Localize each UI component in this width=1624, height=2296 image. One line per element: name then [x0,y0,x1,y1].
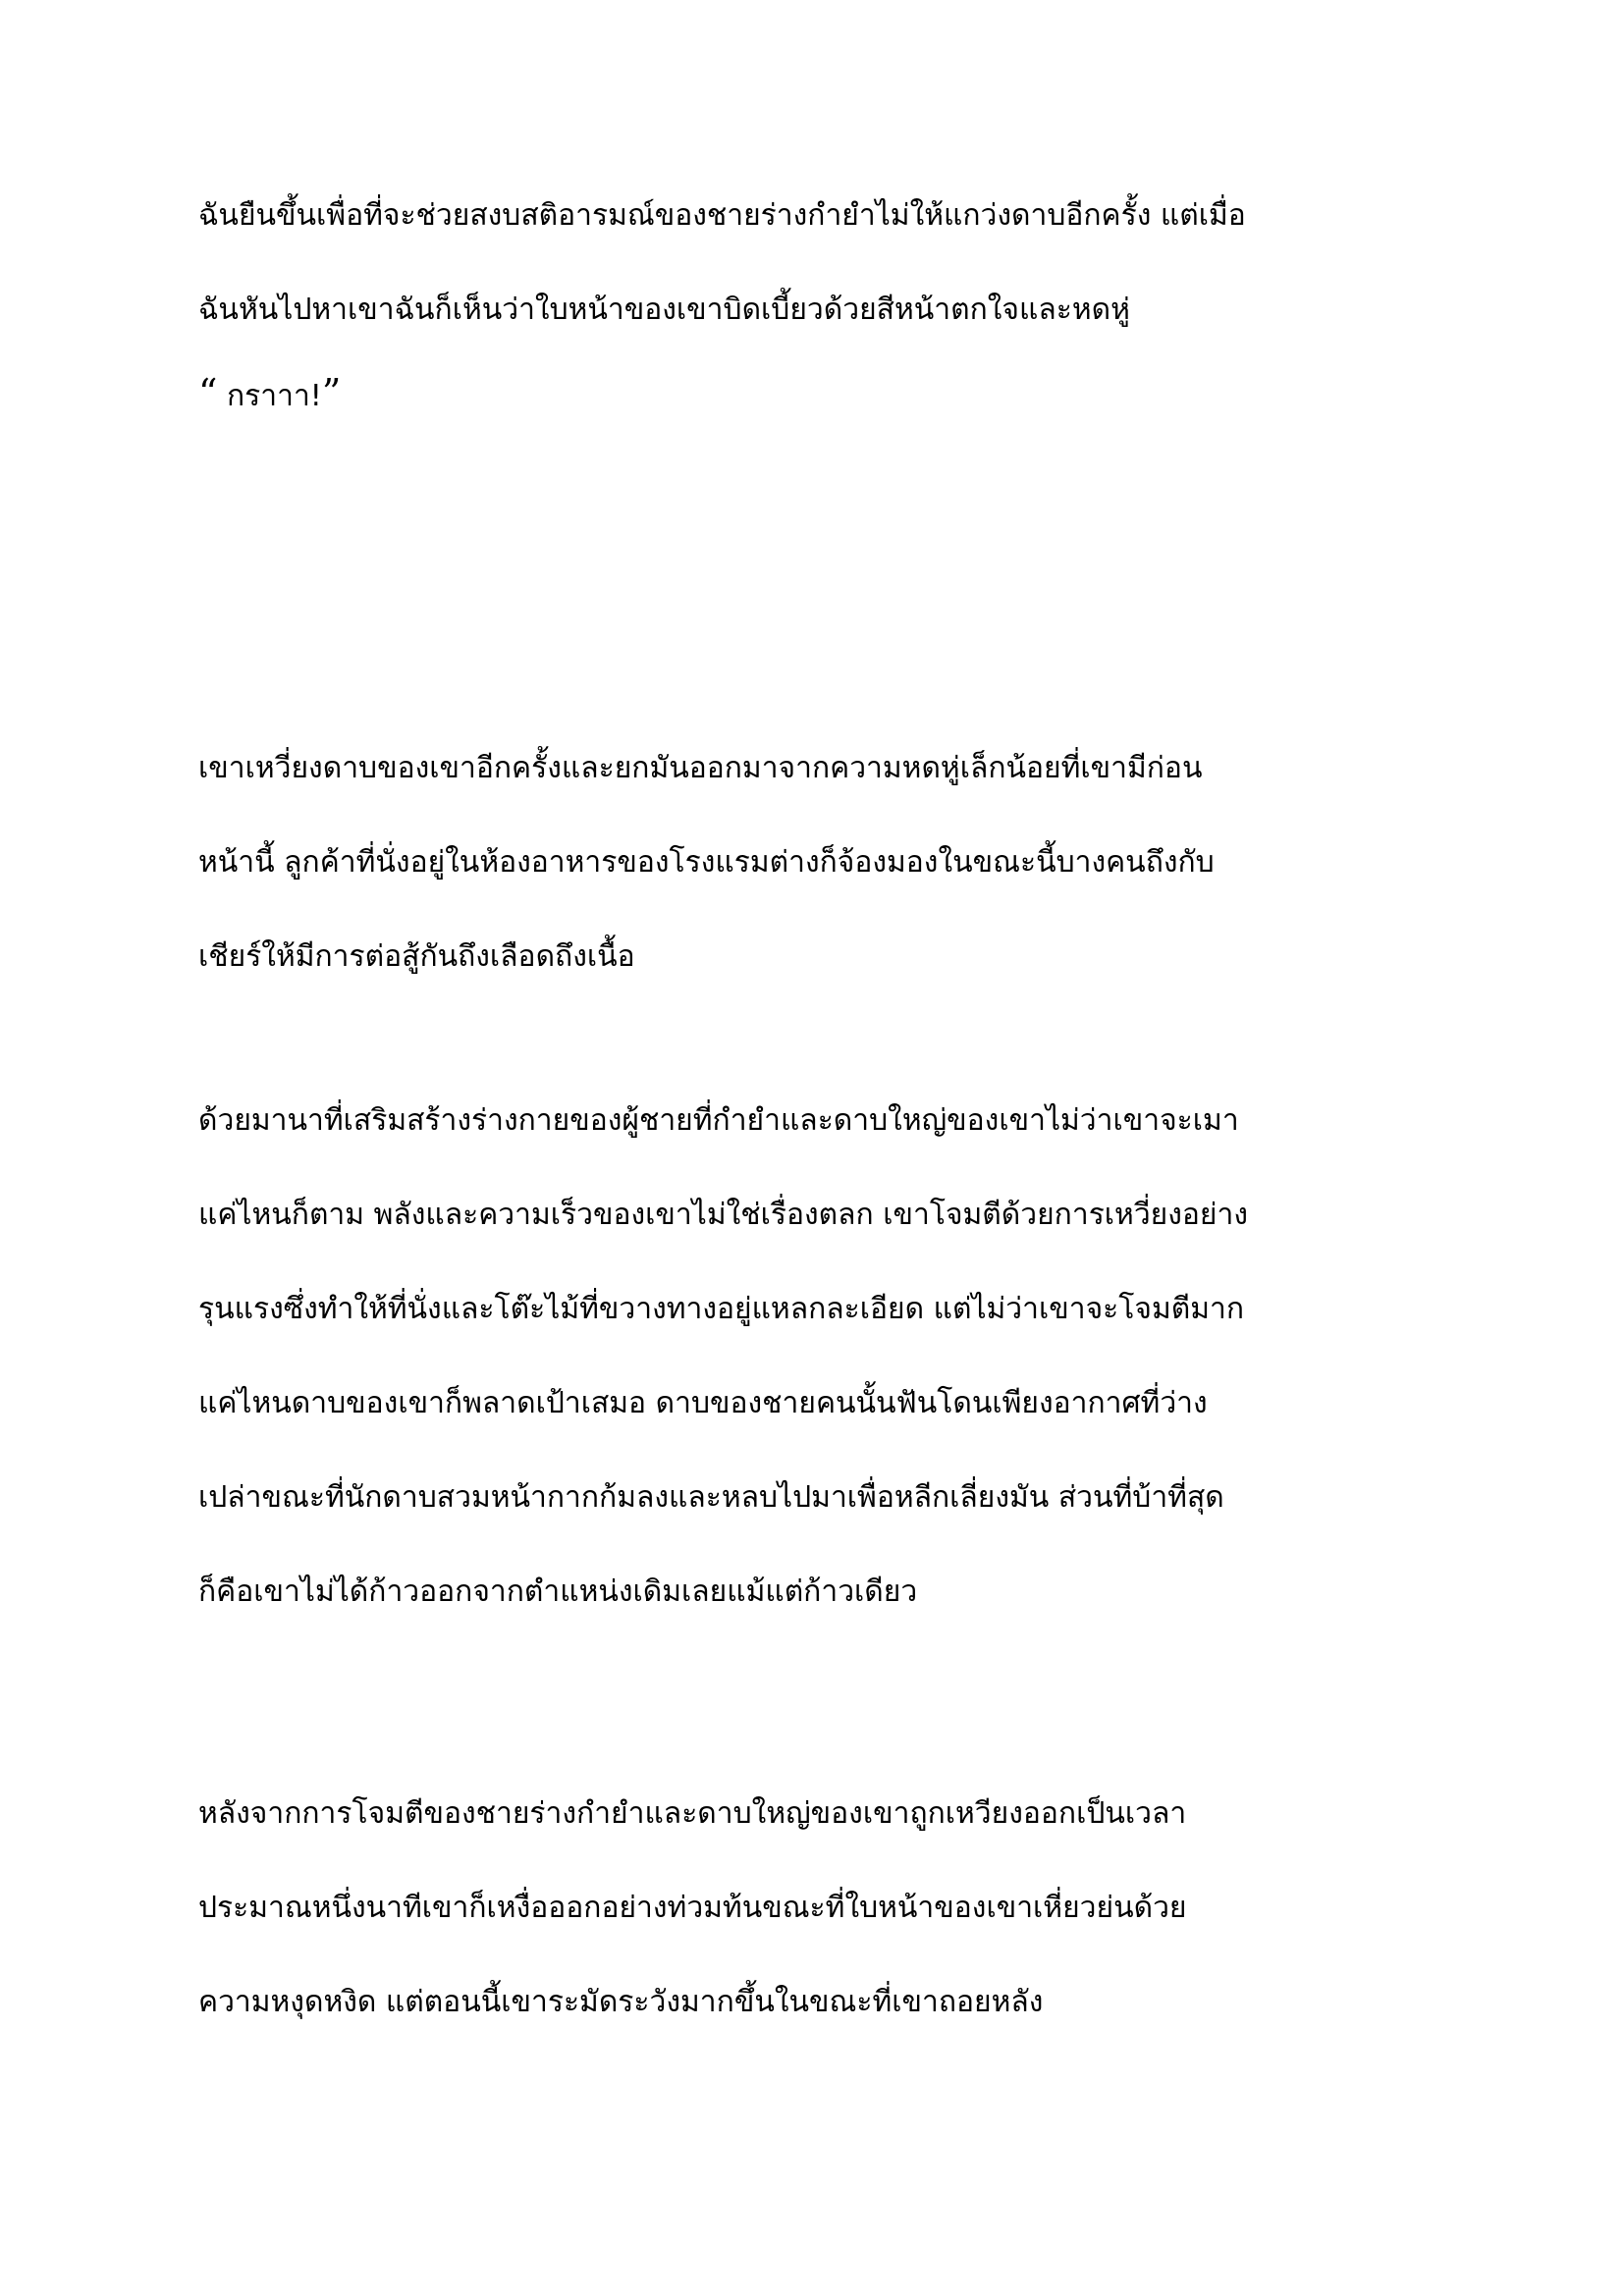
text-line: ก็คือเขาไม่ได้ก้าวออกจากตำแหน่งเดิมเลยแม้แต่ก้าวเดียว [198,1575,918,1609]
text-line: เขาเหวี่ยงดาบของเขาอีกครั้งและยกมันออกมาจากความหดหู่เล็กน้อยที่เขามีก่อน [198,751,1203,785]
paragraph-2-dialogue [198,346,1435,444]
open-quote: “ [198,371,218,414]
text-line: แค่ไหนดาบของเขาก็พลาดเป้าเสมอ ดาบของชายคนนั้นฟันโดนเพียงอากาศที่ว่าง [198,1386,1208,1420]
paragraph-5 [198,1767,1435,2050]
text-line: ฉันยืนขึ้นเพื่อที่จะช่วยสงบสติอารมณ์ของชายร่างกำยำไม่ให้แกว่งดาบอีกครั้ง แต่เมื่อ [198,198,1246,233]
paragraph-4 [198,1074,1435,1639]
paragraph-3 [198,721,1435,1004]
text-line: ฉันหันไปหาเขาฉันก็เห็นว่าใบหน้าของเขาบิดเบี้ยวด้วยสีหน้าตกใจและหดหู่ [198,293,1130,327]
paragraph-1 [198,169,1435,357]
text-line: หน้านี้ ลูกค้าที่นั่งอยู่ในห้องอาหารของโรงแรมต่างก็จ้องมองในขณะนี้บางคนถึงกับ [198,845,1215,880]
text-line: เปล่าขณะที่นักดาบสวมหน้ากากก้มลงและหลบไปมาเพื่อหลีกเลี่ยงมัน ส่วนที่บ้าที่สุด [198,1480,1224,1515]
text-line: รุนแรงซึ่งทำให้ที่นั่งและโต๊ะไม้ที่ขวางทางอยู่แหลกละเอียด แต่ไม่ว่าเขาจะโจมตีมาก [198,1292,1245,1326]
text-line: แค่ไหนก็ตาม พลังและความเร็วของเขาไม่ใช่เรื่องตลก เขาโจมตีด้วยการเหวี่ยงอย่าง [198,1198,1248,1232]
text-line: ความหงุดหงิด แต่ตอนนี้เขาระมัดระวังมากขึ้นในขณะที่เขาถอยหลัง [198,1985,1044,2019]
dialogue-line [198,346,1435,444]
dialogue-text: กราาา! [217,379,322,413]
text-line: ด้วยมานาที่เสริมสร้างร่างกายของผู้ชายที่กำยำและดาบใหญ่ของเขาไม่ว่าเขาจะเมา [198,1103,1239,1138]
text-line: ประมาณหนึ่งนาทีเขาก็เหงื่อออกอย่างท่วมท้นขณะที่ใบหน้าของเขาเหี่ยวย่นด้วย [198,1891,1187,1925]
close-quote: ” [321,371,342,414]
text-line: หลังจากการโจมตีของชายร่างกำยำและดาบใหญ่ของเขาถูกเหวียงออกเป็นเวลา [198,1796,1187,1831]
text-line: เชียร์ให้มีการต่อสู้กันถึงเลือดถึงเนื้อ [198,939,635,974]
